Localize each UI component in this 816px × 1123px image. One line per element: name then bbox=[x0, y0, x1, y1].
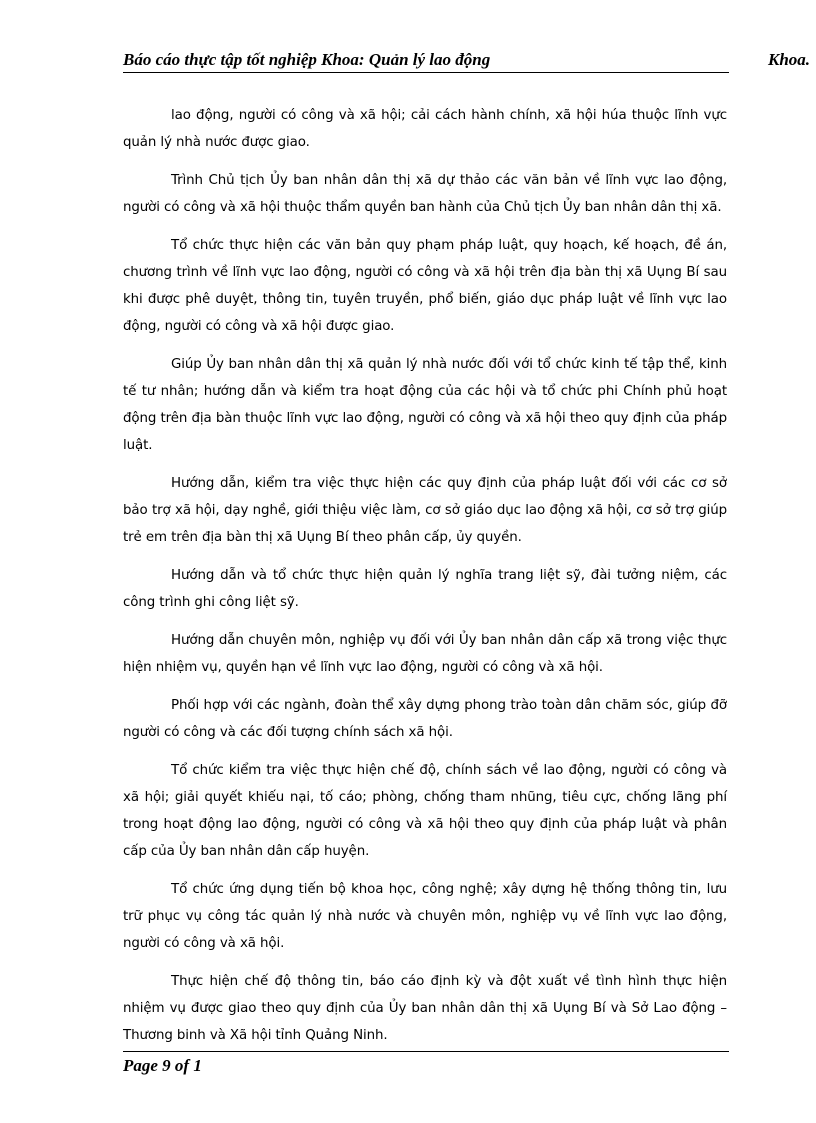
header-right-text: Khoa. bbox=[768, 50, 811, 69]
paragraph: Trình Chủ tịch Ủy ban nhân dân thị xã dự thảo các văn bản về lĩnh vực lao động, người có công và xã hội thuộc thẩm quyền ban hành của Chủ tịch Ủy ban nhân dân thị xã. bbox=[123, 173, 727, 215]
paragraph: Hướng dẫn, kiểm tra việc thực hiện các quy định của pháp luật đối với các cơ sở bảo trợ xã hội, dạy nghề, giới thiệu việc làm, cơ sở giáo dục lao động xã hội, cơ sở trợ giúp trẻ em trên địa bàn thị xã Uụng Bí theo phân cấp, ủy quyền. bbox=[123, 476, 727, 545]
paragraph: Hướng dẫn chuyên môn, nghiệp vụ đối với Ủy ban nhân dân cấp xã trong việc thực hiện nhiệm vụ, quyền hạn về lĩnh vực lao động, người có công và xã hội. bbox=[123, 633, 727, 675]
header-title: Báo cáo thực tập tốt nghiệp Khoa: Quản lý lao động bbox=[123, 50, 491, 69]
page-number: Page 9 of 1 bbox=[123, 1056, 202, 1075]
paragraph: lao động, người có công và xã hội; cải cách hành chính, xã hội húa thuộc lĩnh vực quản lý nhà nước được giao. bbox=[123, 108, 727, 150]
paragraph: Hướng dẫn và tổ chức thực hiện quản lý nghĩa trang liệt sỹ, đài tưởng niệm, các công trình ghi công liệt sỹ. bbox=[123, 568, 727, 610]
paragraph: Tổ chức kiểm tra việc thực hiện chế độ, chính sách về lao động, người có công và xã hội; giải quyết khiếu nại, tố cáo; phòng, chống tham nhũng, tiêu cực, chống lãng phí trong hoạt động lao động, người có công và xã hội theo quy định của pháp luật và phân cấp của Ủy ban nhân dân cấp huyện. bbox=[123, 763, 727, 859]
paragraph: Tổ chức ứng dụng tiến bộ khoa học, công nghệ; xây dựng hệ thống thông tin, lưu trữ phục vụ công tác quản lý nhà nước và chuyên môn, nghiệp vụ về lĩnh vực lao động, người có công và xã hội. bbox=[123, 882, 727, 951]
document-body bbox=[123, 102, 727, 1060]
footer-divider bbox=[123, 1051, 729, 1052]
paragraph: Phối hợp với các ngành, đoàn thể xây dựng phong trào toàn dân chăm sóc, giúp đỡ người có công và các đối tượng chính sách xã hội. bbox=[123, 698, 727, 740]
paragraph: Thực hiện chế độ thông tin, báo cáo định kỳ và đột xuất về tình hình thực hiện nhiệm vụ được giao theo quy định của Ủy ban nhân dân thị xã Uụng Bí và Sở Lao động – Thương binh và Xã hội tỉnh Quảng Ninh. bbox=[123, 974, 727, 1043]
paragraph: Tổ chức thực hiện các văn bản quy phạm pháp luật, quy hoạch, kế hoạch, đề án, chương trình về lĩnh vực lao động, người có công và xã hội trên địa bàn thị xã Uụng Bí sau khi được phê duyệt, thông tin, tuyên truyền, phổ biến, giáo dục pháp luật về lĩnh vực lao động, người có công và xã hội được giao. bbox=[123, 238, 727, 334]
header-divider bbox=[123, 72, 729, 73]
paragraph: Giúp Ủy ban nhân dân thị xã quản lý nhà nước đối với tổ chức kinh tế tập thể, kinh tế tư nhân; hướng dẫn và kiểm tra hoạt động của các hội và tổ chức phi Chính phủ hoạt động trên địa bàn thuộc lĩnh vực lao động, người có công và xã hội theo quy định của pháp luật. bbox=[123, 357, 727, 453]
